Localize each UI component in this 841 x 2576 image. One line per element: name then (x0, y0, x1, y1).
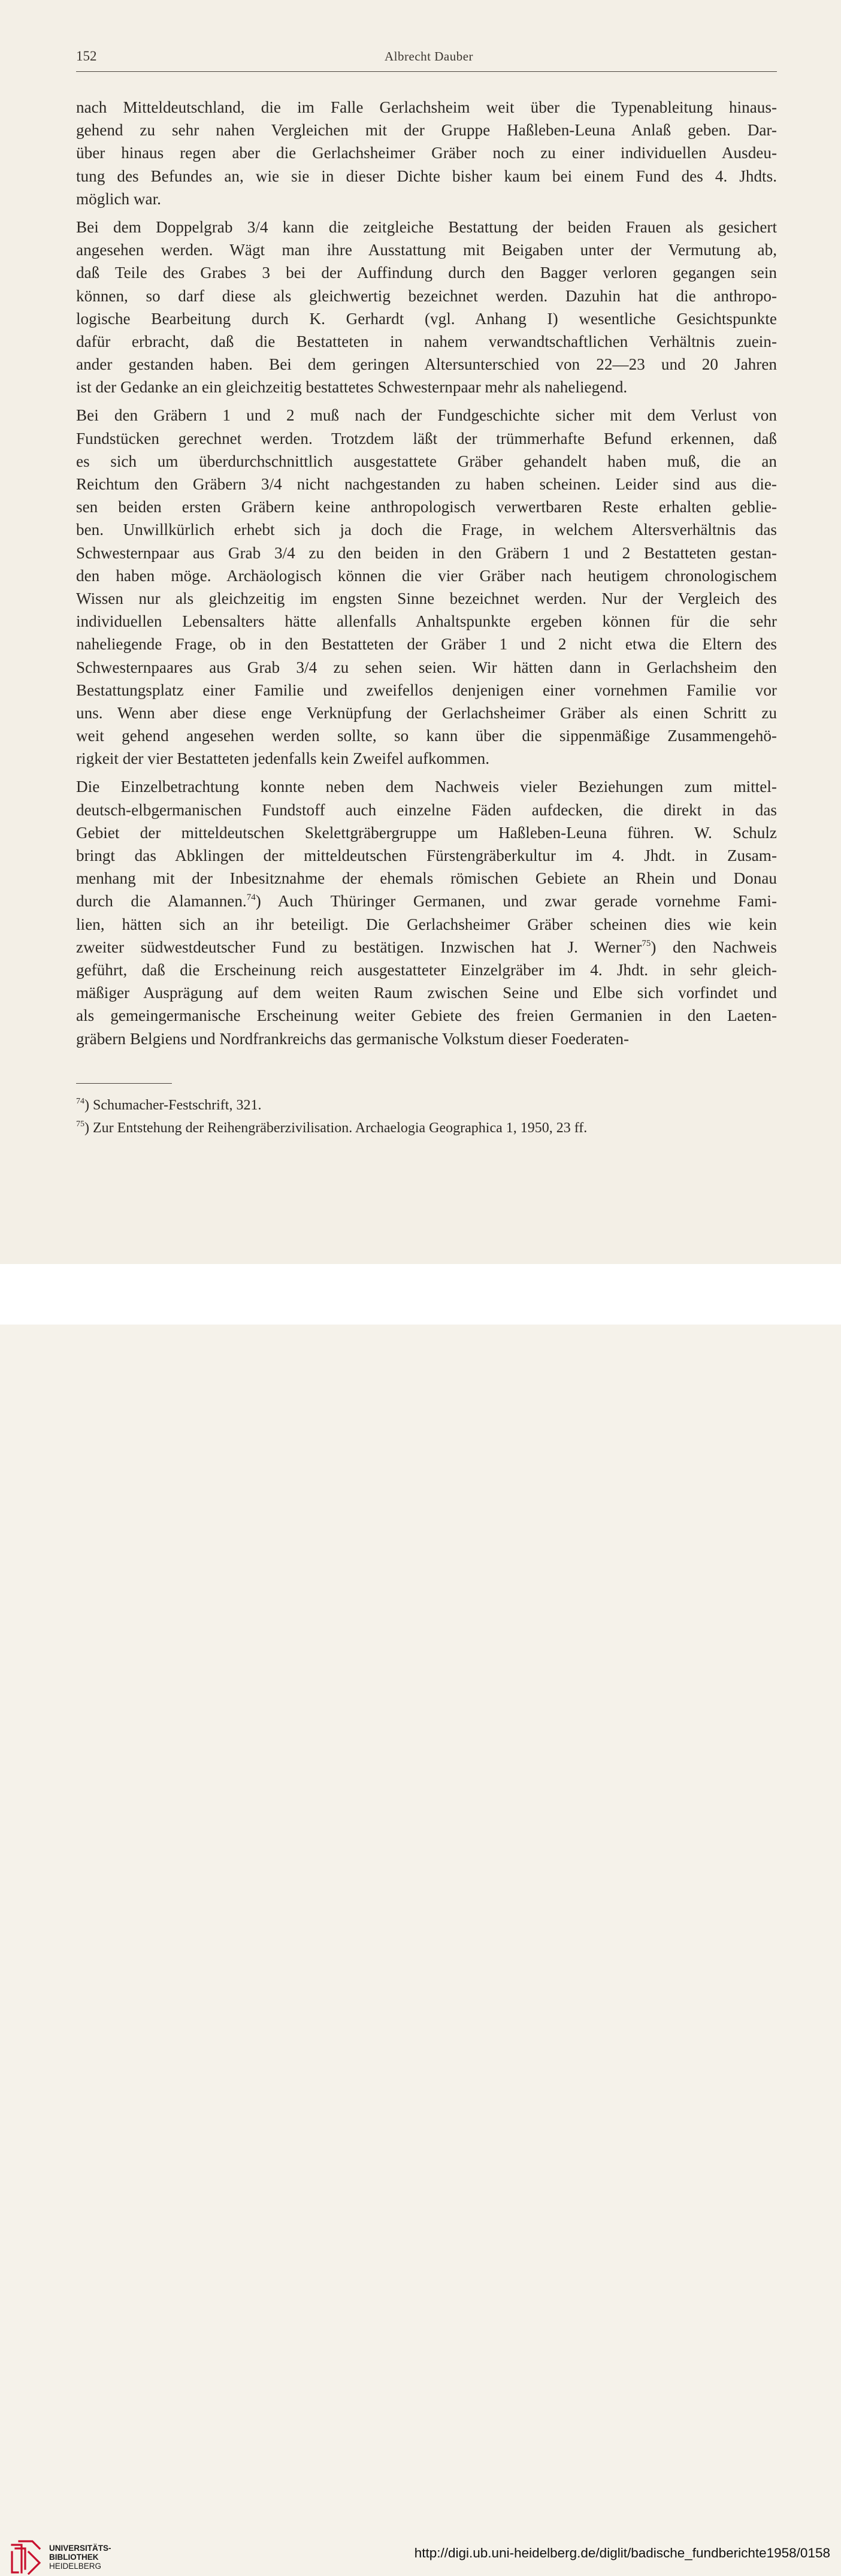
text-line: gräbern Belgiens und Nordfrankreichs das germanische Volkstum dieser Foederaten- (76, 1029, 630, 1048)
text-line: Schwesternpaares aus Grab 3/4 zu sehen seien. Wir hätten dann in Gerlachsheim den (76, 658, 777, 676)
text-line: logische Bearbeitung durch K. Gerhardt (vgl. Anhang I) wesentliche Gesichtspunkte (76, 309, 777, 328)
running-head-author: Albrecht Dauber (385, 49, 474, 64)
text-line: naheliegende Frage, ob in den Bestatteten der Gräber 1 und 2 nicht etwa die Eltern des (76, 635, 777, 654)
text-line: möglich war. (76, 189, 161, 208)
text-line: Bei den Gräbern 1 und 2 muß nach der Fundgeschichte sicher mit dem Verlust von (76, 406, 777, 425)
footnotes (76, 1094, 777, 1139)
text-line: Bei dem Doppelgrab 3/4 kann die zeitgleiche Bestattung der beiden Frauen als gesichert (76, 217, 777, 236)
text-line: können, so darf diese als gleichwertig bezeichnet werden. Dazuhin hat die anthropo- (76, 286, 777, 305)
paragraph (76, 96, 777, 210)
text-line: gehend zu sehr nahen Vergleichen mit der Gruppe Haßleben-Leuna Anlaß geben. Dar- (76, 121, 777, 140)
footnote (76, 1094, 777, 1117)
library-name-line2: BIBLIOTHEK (49, 2553, 99, 2562)
page-number: 152 (76, 49, 97, 64)
text-line: bringt das Abklingen der mitteldeutschen Fürstengräberkultur im 4. Jhdt. in Zusam- (76, 846, 777, 864)
footnote-marker: 75 (76, 1120, 84, 1129)
source-url-link[interactable]: http://digi.ub.uni-heidelberg.de/diglit/badische_fundberichte1958/0158 (414, 2545, 830, 2560)
footnote-marker: 74 (76, 1097, 84, 1106)
running-head (76, 47, 777, 66)
text-line: uns. Wenn aber diese enge Verknüpfung der Gerlachsheimer Gräber als einen Schritt zu (76, 703, 777, 722)
text-line: weit gehend angesehen werden sollte, so kann über die sippenmäßige Zusammengehö- (76, 727, 777, 745)
text-line: Bestattungsplatz einer Familie und zweifellos denjenigen einer vornehmen Familie vor (76, 681, 777, 699)
text-line: mäßiger Ausprägung auf dem weiten Raum zwischen Seine und Elbe sich vorfindet und (76, 984, 777, 1002)
footnote-rule (76, 1083, 172, 1084)
text-line: Wissen nur als gleichzeitig im engsten Sinne bezeichnet werden. Nur der Vergleich des (76, 589, 777, 607)
text-line: daß Teile des Grabes 3 bei der Auffindung durch den Bagger verloren gegangen sein (76, 264, 777, 282)
text-line: ander gestanden haben. Bei dem geringen Altersunterschied von 22—23 und 20 Jahren (76, 355, 777, 374)
digitization-footer (0, 1264, 841, 2571)
text-line: Fundstücken gerechnet werden. Trotzdem läßt der trümmerhafte Befund erkennen, daß (76, 429, 777, 448)
header-rule (76, 71, 777, 72)
text-line: geführt, daß die Erscheinung reich ausgestatteter Einzelgräber im 4. Jhdt. in sehr gleich- (76, 960, 777, 979)
footnote-reference: 74 (246, 893, 256, 903)
paragraph (76, 775, 777, 1050)
text-line: Reichtum den Gräbern 3/4 nicht nachgestanden zu haben scheinen. Leider sind aus die- (76, 475, 777, 493)
text-line: als gemeingermanische Erscheinung weiter Gebiete des freien Germanien in den Laeten- (76, 1006, 777, 1025)
text-line: zweiter südwestdeutscher Fund zu bestätigen. Inzwischen hat J. Werner$^{75}$) den Nachweis (76, 938, 777, 956)
text-line: Schwesternpaar aus Grab 3/4 zu den beiden in den Gräbern 1 und 2 Bestatteten gestan- (76, 543, 777, 562)
paragraph (76, 216, 777, 399)
text-line: ben. Unwillkürlich erhebt sich ja doch die Frage, in welchem Altersverhältnis das (76, 521, 777, 539)
text-line: sen beiden ersten Gräbern keine anthropologisch verwertbaren Reste erhalten geblie- (76, 498, 777, 516)
text-line: durch die Alamannen.$^{74}$) Auch Thüringer Germanen, und zwar gerade vornehme Fami- (76, 892, 777, 911)
text-line: Die Einzelbetrachtung konnte neben dem Nachweis vieler Beziehungen zum mittel- (76, 778, 777, 796)
paragraph (76, 404, 777, 770)
text-line: dafür erbracht, daß die Bestatteten in nahem verwandtschaftlichen Verhältnis zuein- (76, 332, 777, 350)
text-line: über hinaus regen aber die Gerlachsheimer Gräber noch zu einer individuellen Ausdeu- (76, 144, 777, 162)
text-line: es sich um überdurchschnittlich ausgestattete Gräber gehandelt haben muß, die an (76, 452, 777, 470)
text-line: lien, hätten sich an ihr beteiligt. Die Gerlachsheimer Gräber scheinen dies wie kein (76, 915, 777, 933)
text-line: tung des Befundes an, wie sie in dieser Dichte bisher kaum bei einem Fund des 4. Jhdts. (76, 167, 777, 185)
text-line: rigkeit der vier Bestatteten jedenfalls kein Zweifel aufkommen. (76, 749, 490, 768)
text-line: deutsch-elbgermanischen Fundstoff auch einzelne Fäden aufdecken, die direkt in das (76, 800, 777, 819)
footnote (76, 1117, 777, 1139)
library-name (49, 2544, 111, 2571)
library-name-line3: HEIDELBERG (49, 2562, 102, 2571)
text-line: den haben möge. Archäologisch können die vier Gräber nach heutigem chronologischem (76, 566, 777, 585)
body-text (76, 96, 777, 1056)
text-line: Gebiet der mitteldeutschen Skelettgräbergruppe um Haßleben-Leuna führen. W. Schulz (76, 823, 777, 842)
footnote-text: ) Zur Entstehung der Reihengräberzivilisation. Archaelogia Geographica 1, 1950, 23 ff. (84, 1120, 588, 1136)
text-line: individuellen Lebensalters hätte allenfalls Anhaltspunkte ergeben können für die sehr (76, 612, 777, 631)
footnote-text: ) Schumacher-Festschrift, 321. (84, 1097, 262, 1113)
footnote-reference: 75 (642, 938, 651, 948)
library-logo-icon (8, 2539, 43, 2576)
text-line: nach Mitteldeutschland, die im Falle Gerlachsheim weit über die Typenableitung hinaus- (76, 98, 777, 116)
scanned-page (0, 0, 841, 1264)
text-line: menhang mit der Inbesitznahme der ehemals römischen Gebiete an Rhein und Donau (76, 869, 777, 888)
text-line: angesehen werden. Wägt man ihre Ausstattung mit Beigaben unter der Vermutung ab, (76, 241, 777, 259)
library-name-line1: UNIVERSITÄTS- (49, 2544, 111, 2553)
text-line: ist der Gedanke an ein gleichzeitig bestattetes Schwesternpaar mehr als naheliegend. (76, 378, 628, 397)
